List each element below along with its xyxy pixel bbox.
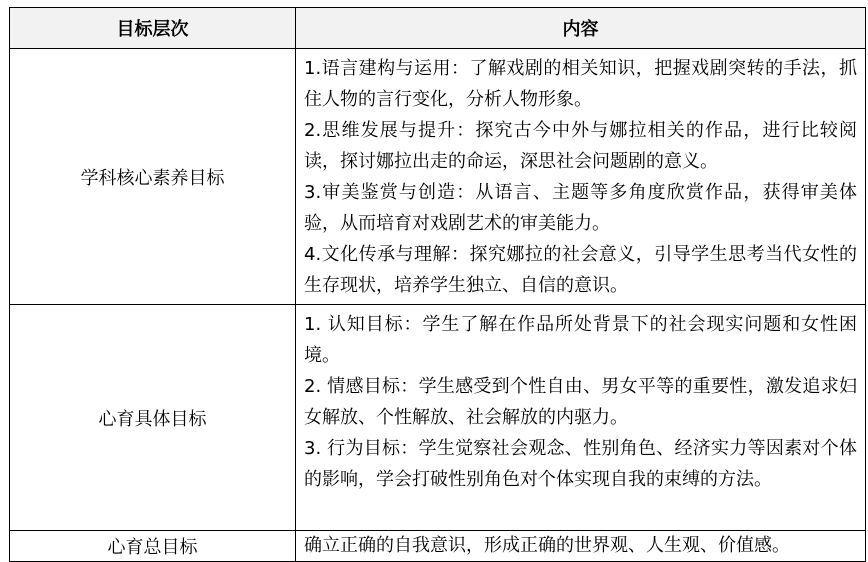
- content-item: 确立正确的自我意识，形成正确的世界观、人生观、价值感。: [304, 535, 790, 556]
- row-level-label: 心育总目标: [10, 531, 296, 562]
- content-item: 2.思维发展与提升：探究古今中外与娜拉相关的作品，进行比较阅读，探讨娜拉出走的命运，深思社会问题剧的意义。: [304, 120, 857, 172]
- header-content: 内容: [296, 8, 866, 49]
- row-content: [296, 49, 866, 305]
- table-header-row: [10, 8, 866, 49]
- content-item: 3.审美鉴赏与创造：从语言、主题等多角度欣赏作品，获得审美体验，从而培育对戏剧艺术的审美能力。: [304, 182, 857, 234]
- objectives-table: [9, 7, 866, 562]
- content-item: 1. 认知目标：学生了解在作品所处背景下的社会现实问题和女性困境。: [304, 314, 857, 366]
- row-level-label: 心育具体目标: [10, 305, 296, 531]
- content-item: 4.文化传承与理解：探究娜拉的社会意义，引导学生思考当代女性的生存现状，培养学生独立、自信的意识。: [304, 244, 857, 296]
- row-level-label: 学科核心素养目标: [10, 49, 296, 305]
- table-row: [10, 49, 866, 305]
- table-row: [10, 305, 866, 531]
- table-row: [10, 531, 866, 562]
- row-content: [296, 305, 866, 531]
- row-content: [296, 531, 866, 562]
- header-level: 目标层次: [10, 8, 296, 49]
- content-item: 3. 行为目标：学生觉察社会观念、性别角色、经济实力等因素对个体的影响，学会打破性别角色对个体实现自我的束缚的方法。: [304, 438, 857, 490]
- content-item: 1.语言建构与运用：了解戏剧的相关知识，把握戏剧突转的手法，抓住人物的言行变化，分析人物形象。: [304, 58, 857, 110]
- content-item: 2. 情感目标：学生感受到个性自由、男女平等的重要性，激发追求妇女解放、个性解放、社会解放的内驱力。: [304, 376, 857, 428]
